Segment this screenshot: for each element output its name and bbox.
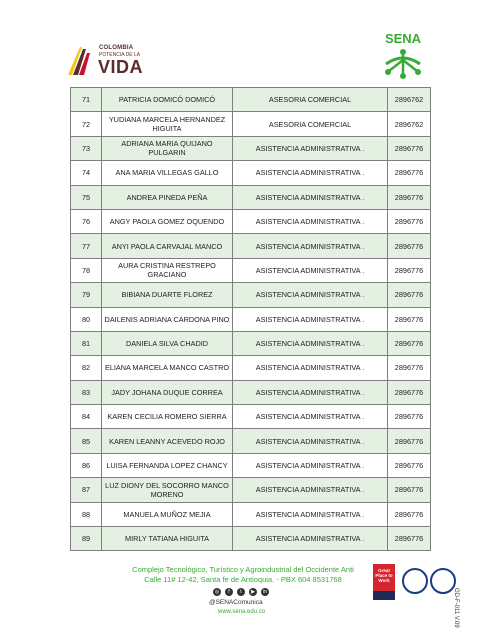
table-row bbox=[71, 478, 431, 502]
row-number: 72 bbox=[71, 112, 102, 136]
student-name: LUZ DIONY DEL SOCORRO MANCO MORENO bbox=[102, 478, 233, 502]
program-name: ASISTENCIA ADMINISTRATIVA . bbox=[233, 307, 388, 331]
table-row bbox=[71, 356, 431, 380]
table-row bbox=[71, 209, 431, 233]
program-code: 2896776 bbox=[388, 161, 431, 185]
student-name: AURA CRISTINA RESTREPO GRACIANO bbox=[102, 258, 233, 282]
student-name: KAREN LEANNY ACEVEDO ROJO bbox=[102, 429, 233, 453]
linkedin-icon[interactable]: in bbox=[261, 588, 269, 596]
program-code: 2896776 bbox=[388, 283, 431, 307]
program-name: ASESORIA COMERCIAL bbox=[233, 112, 388, 136]
program-code: 2896776 bbox=[388, 502, 431, 526]
program-code: 2896776 bbox=[388, 478, 431, 502]
table-row bbox=[71, 502, 431, 526]
footer-line2: Calle 11# 12-42, Santa fe de Antioquia. - PBX 604 8531768 bbox=[144, 575, 342, 584]
program-name: ASISTENCIA ADMINISTRATIVA . bbox=[233, 429, 388, 453]
program-code: 2896776 bbox=[388, 307, 431, 331]
table-row bbox=[71, 283, 431, 307]
program-code: 2896776 bbox=[388, 380, 431, 404]
table-row bbox=[71, 161, 431, 185]
row-number: 81 bbox=[71, 331, 102, 355]
program-name: ASISTENCIA ADMINISTRATIVA . bbox=[233, 502, 388, 526]
program-name: ASISTENCIA ADMINISTRATIVA . bbox=[233, 283, 388, 307]
table-row bbox=[71, 136, 431, 160]
student-name: YUDIANA MARCELA HERNANDEZ HIGUITA bbox=[102, 112, 233, 136]
student-name: BIBIANA DUARTE FLOREZ bbox=[102, 283, 233, 307]
row-number: 82 bbox=[71, 356, 102, 380]
table-row bbox=[71, 380, 431, 404]
student-name: KAREN CECILIA ROMERO SIERRA bbox=[102, 405, 233, 429]
row-number: 78 bbox=[71, 258, 102, 282]
sena-label: SENA bbox=[384, 31, 422, 46]
colombia-potencia-de-la-vida-logo bbox=[66, 44, 146, 78]
program-code: 2896776 bbox=[388, 527, 431, 551]
social-handle: @SENAComunica bbox=[209, 599, 263, 606]
row-number: 88 bbox=[71, 502, 102, 526]
table-row bbox=[71, 453, 431, 477]
program-code: 2896762 bbox=[388, 88, 431, 112]
badge-text: Great Place to Work bbox=[375, 568, 393, 583]
program-code: 2896776 bbox=[388, 258, 431, 282]
program-code: 2896776 bbox=[388, 136, 431, 160]
program-name: ASISTENCIA ADMINISTRATIVA . bbox=[233, 185, 388, 209]
facebook-icon[interactable]: f bbox=[225, 588, 233, 596]
table-row bbox=[71, 429, 431, 453]
row-number: 79 bbox=[71, 283, 102, 307]
program-name: ASISTENCIA ADMINISTRATIVA . bbox=[233, 161, 388, 185]
student-name: DANIELA SILVA CHADID bbox=[102, 331, 233, 355]
student-name: MANUELA MUÑOZ MEJIA bbox=[102, 502, 233, 526]
roster-body bbox=[71, 88, 431, 551]
table-row bbox=[71, 185, 431, 209]
youtube-icon[interactable]: ▶ bbox=[249, 588, 257, 596]
program-code: 2896776 bbox=[388, 356, 431, 380]
student-name: PATRICIA DOMICÓ DOMICÓ bbox=[102, 88, 233, 112]
program-code: 2896776 bbox=[388, 429, 431, 453]
program-code: 2896776 bbox=[388, 185, 431, 209]
table-row bbox=[71, 331, 431, 355]
program-name: ASISTENCIA ADMINISTRATIVA . bbox=[233, 234, 388, 258]
row-number: 76 bbox=[71, 209, 102, 233]
row-number: 73 bbox=[71, 136, 102, 160]
row-number: 84 bbox=[71, 405, 102, 429]
sena-logo bbox=[376, 30, 430, 80]
program-name: ASISTENCIA ADMINISTRATIVA . bbox=[233, 527, 388, 551]
footer-address bbox=[98, 565, 388, 585]
colombia-line3: VIDA bbox=[98, 57, 144, 77]
student-name: LUISA FERNANDA LOPEZ CHANCY bbox=[102, 453, 233, 477]
row-number: 87 bbox=[71, 478, 102, 502]
table-row bbox=[71, 88, 431, 112]
footer-line1: Complejo Tecnológico, Turístico y Agroindustrial del Occidente Anti bbox=[132, 565, 354, 574]
row-number: 89 bbox=[71, 527, 102, 551]
program-name: ASISTENCIA ADMINISTRATIVA . bbox=[233, 258, 388, 282]
colombia-flag-mark-icon bbox=[66, 45, 96, 77]
student-name: ANA MARIA VILLEGAS GALLO bbox=[102, 161, 233, 185]
table-row bbox=[71, 112, 431, 136]
row-number: 85 bbox=[71, 429, 102, 453]
table-row bbox=[71, 307, 431, 331]
program-name: ASISTENCIA ADMINISTRATIVA . bbox=[233, 453, 388, 477]
program-code: 2896762 bbox=[388, 112, 431, 136]
row-number: 86 bbox=[71, 453, 102, 477]
program-name: ASISTENCIA ADMINISTRATIVA . bbox=[233, 380, 388, 404]
table-row bbox=[71, 405, 431, 429]
colombia-line2: POTENCIA DE LA bbox=[99, 52, 141, 58]
program-code: 2896776 bbox=[388, 234, 431, 258]
table-row bbox=[71, 234, 431, 258]
program-name: ASISTENCIA ADMINISTRATIVA . bbox=[233, 209, 388, 233]
row-number: 83 bbox=[71, 380, 102, 404]
student-name: JADY JOHANA DUQUE CORREA bbox=[102, 380, 233, 404]
student-name: MIRLY TATIANA HIGUITA bbox=[102, 527, 233, 551]
student-name: ANDREA PINEDA PEÑA bbox=[102, 185, 233, 209]
social-icons bbox=[213, 588, 269, 596]
program-name: ASISTENCIA ADMINISTRATIVA . bbox=[233, 136, 388, 160]
table-row bbox=[71, 527, 431, 551]
row-number: 74 bbox=[71, 161, 102, 185]
program-name: ASISTENCIA ADMINISTRATIVA . bbox=[233, 478, 388, 502]
student-name: DAILENIS ADRIANA CARDONA PINO bbox=[102, 307, 233, 331]
twitter-icon[interactable]: t bbox=[237, 588, 245, 596]
certification-seal-icon bbox=[402, 568, 428, 594]
program-name: ASISTENCIA ADMINISTRATIVA . bbox=[233, 405, 388, 429]
website-link[interactable]: www.sena.edu.co bbox=[218, 609, 266, 615]
student-name: ELIANA MARCELA MANCO CASTRO bbox=[102, 356, 233, 380]
program-code: 2896776 bbox=[388, 331, 431, 355]
table-row bbox=[71, 258, 431, 282]
row-number: 77 bbox=[71, 234, 102, 258]
student-name: ANGY PAOLA GOMEZ OQUENDO bbox=[102, 209, 233, 233]
program-name: ASESORIA COMERCIAL bbox=[233, 88, 388, 112]
program-code: 2896776 bbox=[388, 453, 431, 477]
program-name: ASISTENCIA ADMINISTRATIVA . bbox=[233, 331, 388, 355]
program-name: ASISTENCIA ADMINISTRATIVA . bbox=[233, 356, 388, 380]
student-name: ANYI PAOLA CARVAJAL MANCO bbox=[102, 234, 233, 258]
instagram-icon[interactable]: ◎ bbox=[214, 589, 220, 595]
program-code: 2896776 bbox=[388, 405, 431, 429]
great-place-to-work-badge bbox=[373, 564, 395, 600]
colombia-line1: COLOMBIA bbox=[99, 45, 134, 51]
roster-table bbox=[70, 87, 431, 551]
student-name: ADRIANA MARIA QUIJANO PULGARIN bbox=[102, 136, 233, 160]
row-number: 80 bbox=[71, 307, 102, 331]
program-code: 2896776 bbox=[388, 209, 431, 233]
document-code: GD-F-011 V.09 bbox=[453, 588, 459, 628]
row-number: 75 bbox=[71, 185, 102, 209]
row-number: 71 bbox=[71, 88, 102, 112]
